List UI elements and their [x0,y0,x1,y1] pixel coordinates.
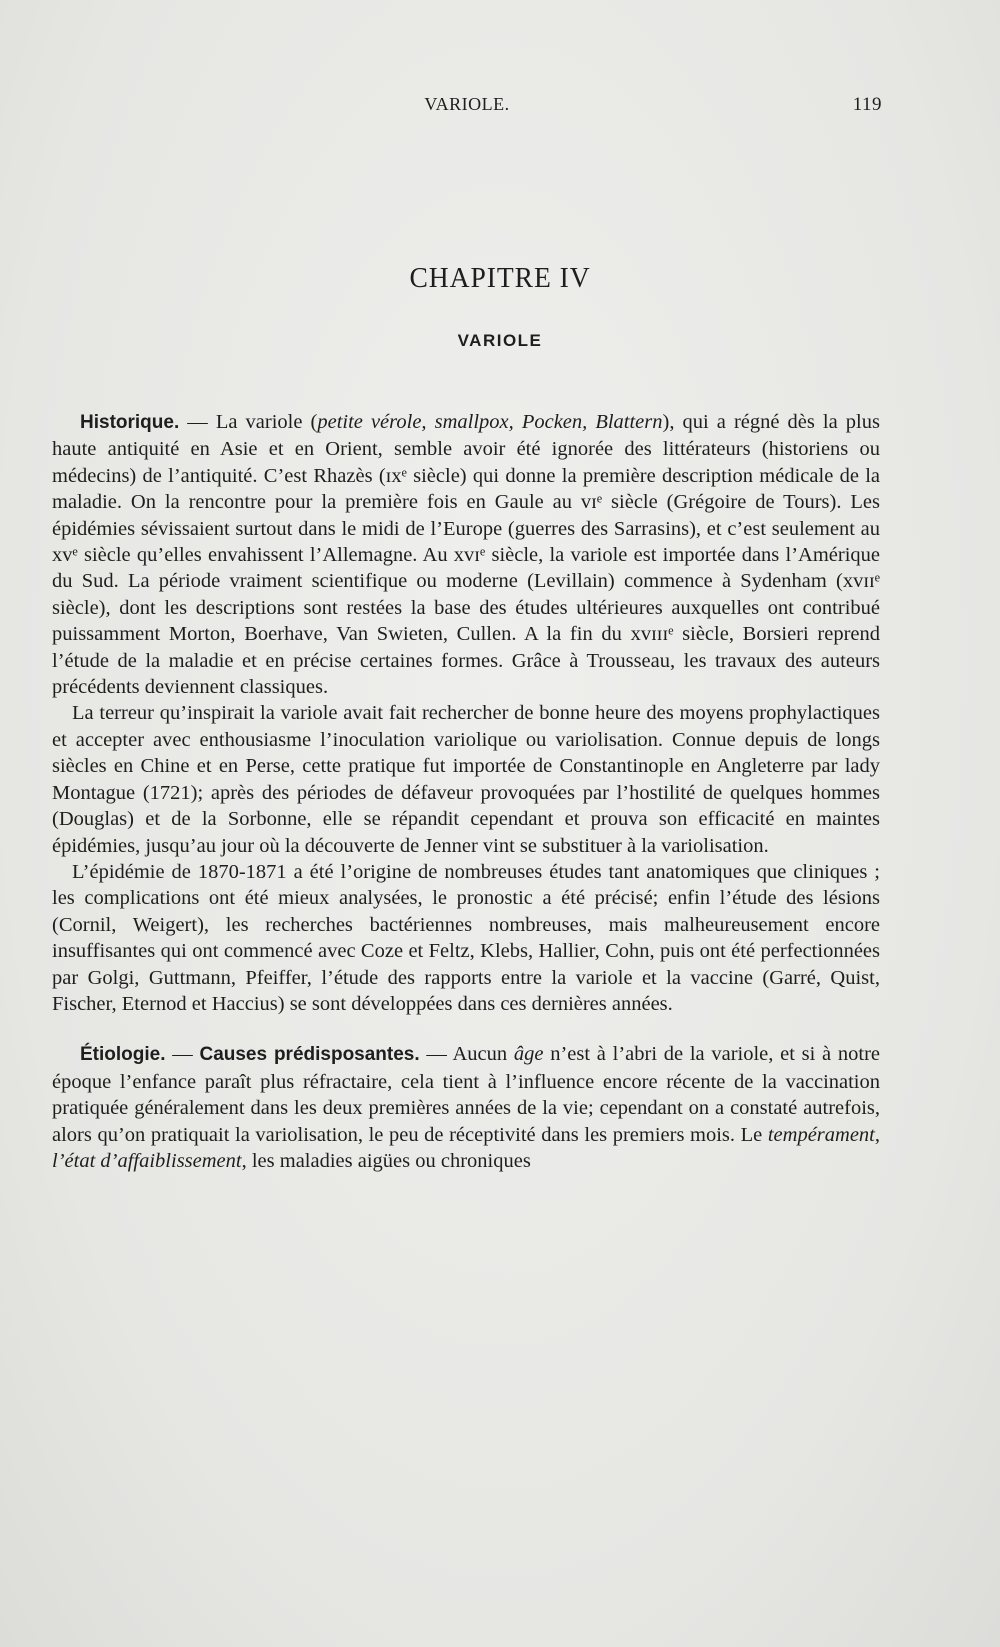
section-heading-etiologie: Étiologie. [80,1044,166,1066]
paragraph-epidemie: L’épidémie de 1870-1871 a été l’origine de nombreuses études tant anatomiques que cliniques ; les complications ont été mieux analysées, le pronostic a été précisé; enfin l’étude des lésions (Cornil, Weigert), les recherches bactériennes nombreuses, mais malheureusement encore insuffisantes qui ont commencé avec Coze et Feltz, Klebs, Hallier, Cohn, puis ont été perfectionnées par Golgi, Guttmann, Pfeiffer, l’étude des rapports entre la variole et la vaccine (Garré, Quist, Fischer, Eternod et Haccius) se sont développées dans ces dernières années. [52,860,880,1015]
italic-text: âge [513,1043,544,1066]
paragraph-text: , les maladies aigües ou chroniques [241,1149,531,1172]
italic-text: l’état d’affaiblissement [52,1149,242,1172]
running-head: VARIOLE. [424,94,510,114]
paragraph-etiologie [52,1041,880,1174]
paragraph-text: — [165,1043,200,1066]
paragraph-inoculation: La terreur qu’inspirait la variole avait fait rechercher de bonne heure des moyens prophylactiques et accepter avec enthousiasme l’inoculation variolique ou variolisation. Connue depuis de longs siècles en Chine et en Perse, cette pratique fut importée de Constantinople en Angleterre par lady Montague (1721); après des périodes de défaveur provoquées par l’hostilité de quelques hommes (Douglas) et de la Sorbonne, elle se répandit cependant et prouva son efficacité en maintes épidémies, jusqu’au jour où la découverte de Jenner vint se substituer à la variolisation. [52,702,880,857]
chapter-title: CHAPITRE IV [409,262,591,294]
paragraph-text: ), qui a régné dès la plus haute antiquité en Asie et en Orient, semble avoir été ignorée des littérateurs (historiens ou médecins) de l’antiquité. C’est Rhazès (ɪxᵉ siècle) qui donne la première description médicale de la maladie. On la rencontre pour la première fois en Gaule au vɪᵉ siècle (Grégoire de Tours). Les épidémies sévissaient surtout dans le midi de l’Europe (guerres des Sarrasins), et c’est seulement au xvᵉ siècle qu’elles envahissent l’Allemagne. Au xvɪᵉ siècle, la variole est importée dans l’Amérique du Sud. La période vraiment scientifique ou moderne (Levillain) commence à Sydenham (xvɪɪᵉ siècle), dont les descriptions sont restées la base des études ultérieures auxquelles ont contribué puissamment Morton, Boerhave, Van Swieten, Cullen. A la fin du xvɪɪɪᵉ siècle, Borsieri reprend l’étude de la maladie et en précise certaines formes. Grâce à Trousseau, les travaux des auteurs précédents deviennent classiques. [52,411,880,699]
subsection-heading: Causes prédisposantes. [199,1044,420,1066]
chapter-subtitle: VARIOLE [457,331,543,350]
italic-text: petite vérole, smallpox, Pocken, Blattern [317,411,663,433]
paragraph-text: — La variole ( [179,411,318,433]
section-heading-historique: Historique. [80,412,180,433]
section-gap [52,1017,880,1041]
paragraph-historique [52,409,880,700]
italic-text: tempérament [767,1123,875,1146]
page-number: 119 [852,94,882,115]
body-text [52,409,880,1174]
paragraph-text: — Aucun [419,1043,514,1066]
paragraph-text: , [874,1123,880,1146]
paragraph-text: n’est à l’abri de la variole, et si à notre époque l’enfance paraît plus réfractaire, cela tient à l’influence encore récente de la vaccination pratiquée généralement dans les deux premières années de la vie; cependant on a constaté autrefois, alors qu’on pratiquait la variolisation, le peu de réceptivité dans les premiers mois. Le [52,1043,881,1146]
